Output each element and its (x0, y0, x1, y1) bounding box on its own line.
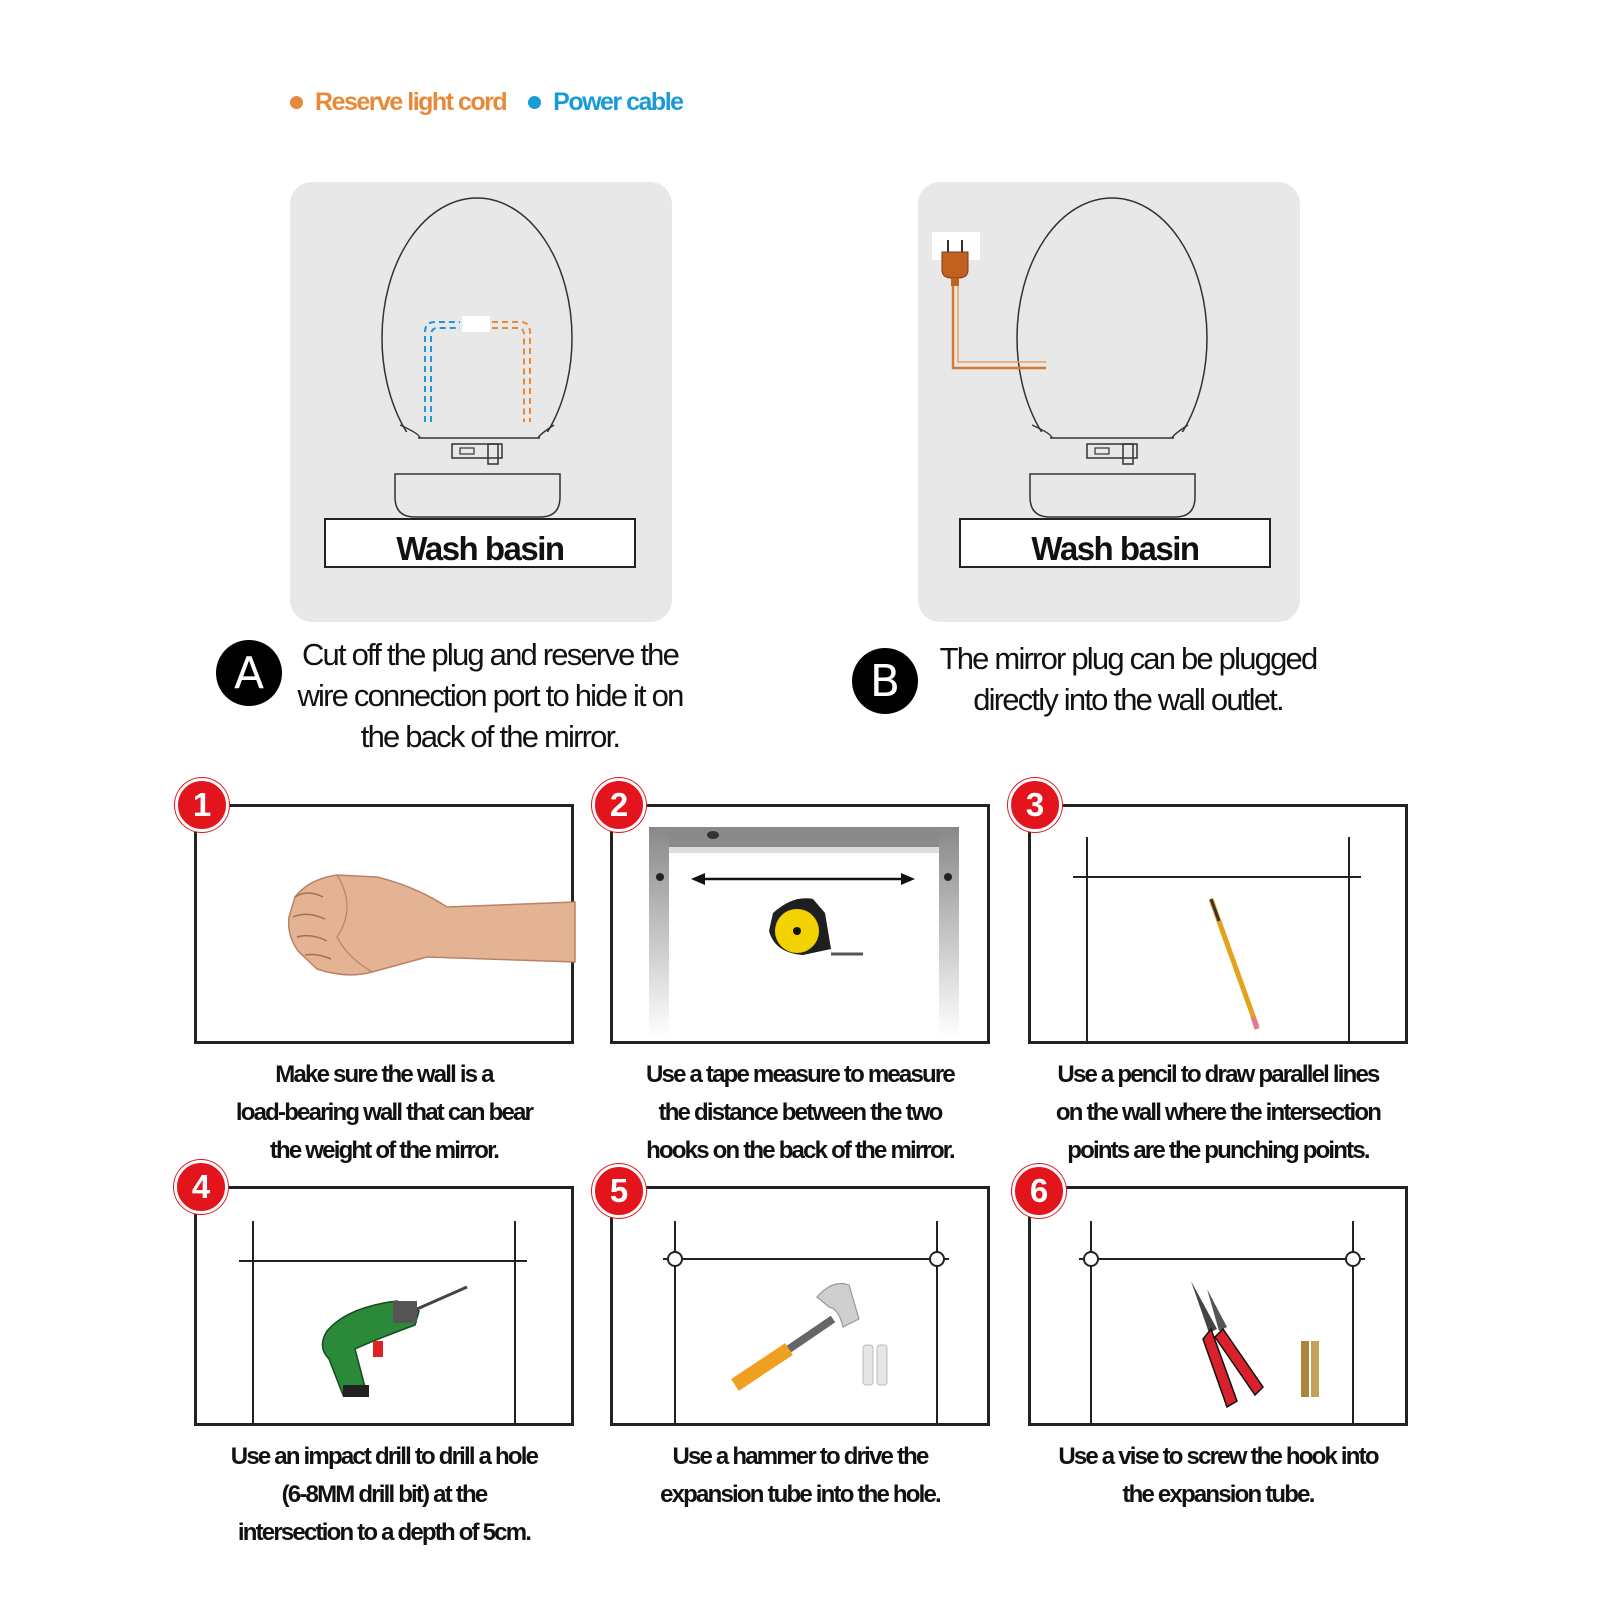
step-6-box (1028, 1186, 1408, 1426)
option-b-caption (928, 638, 1328, 720)
step-text-line: the weight of the mirror. (269, 1137, 499, 1164)
step-5-number: 5 (592, 1164, 646, 1218)
step-4-text (184, 1438, 584, 1552)
step-3-text (1018, 1056, 1418, 1170)
legend-label: Power cable (553, 88, 683, 116)
orange-dot-icon (290, 96, 303, 109)
step-text-line: Use an impact drill to drill a hole (230, 1443, 538, 1470)
step-1-text (184, 1056, 584, 1170)
step-text-line: (6-8MM drill bit) at the (281, 1481, 487, 1508)
step-text-line: Make sure the wall is a (275, 1061, 493, 1088)
blue-dot-icon (528, 96, 541, 109)
caption-line: directly into the wall outlet. (973, 682, 1283, 717)
tape-measure-icon (613, 807, 993, 1047)
step-text-line: the distance between the two (658, 1099, 942, 1126)
step-5-text (600, 1438, 1000, 1514)
step-text-line: Use a hammer to drive the (672, 1443, 928, 1470)
step-text-line: the expansion tube. (1122, 1481, 1314, 1508)
step-text-line: Use a pencil to draw parallel lines (1057, 1061, 1379, 1088)
drill-icon (197, 1189, 577, 1429)
option-b-badge: B (852, 648, 918, 714)
caption-line: The mirror plug can be plugged (939, 641, 1317, 676)
legend-item-power-cable (528, 88, 682, 117)
step-2-number: 2 (592, 778, 646, 832)
panel-b-diagram (918, 182, 1300, 622)
step-text-line: hooks on the back of the mirror. (646, 1137, 954, 1164)
step-text-line: load-bearing wall that can bear (235, 1099, 533, 1126)
wash-basin-label: Wash basin (396, 530, 564, 567)
step-6-text (1018, 1438, 1418, 1514)
hammer-icon (613, 1189, 993, 1429)
fist-icon (197, 807, 577, 1047)
option-a-caption (290, 634, 690, 757)
step-1-box (194, 804, 574, 1044)
step-6-number: 6 (1012, 1164, 1066, 1218)
step-text-line: points are the punching points. (1067, 1137, 1369, 1164)
step-4-box (194, 1186, 574, 1426)
legend (290, 88, 683, 117)
step-3-number: 3 (1008, 778, 1062, 832)
legend-item-reserve-light-cord (290, 88, 506, 117)
step-text-line: intersection to a depth of 5cm. (237, 1519, 531, 1546)
step-3-box (1028, 804, 1408, 1044)
step-2-text (600, 1056, 1000, 1170)
step-2-box (610, 804, 990, 1044)
caption-line: wire connection port to hide it on (297, 678, 683, 713)
step-text-line: on the wall where the intersection (1055, 1099, 1381, 1126)
step-text-line: Use a tape measure to measure (646, 1061, 954, 1088)
option-a-badge: A (216, 640, 282, 706)
step-1-number: 1 (175, 778, 229, 832)
step-text-line: Use a vise to screw the hook into (1058, 1443, 1378, 1470)
legend-label: Reserve light cord (315, 88, 507, 116)
step-5-box (610, 1186, 990, 1426)
wash-basin-label: Wash basin (1031, 530, 1199, 567)
pliers-icon (1031, 1189, 1411, 1429)
caption-line: the back of the mirror. (360, 719, 620, 754)
step-text-line: expansion tube into the hole. (660, 1481, 940, 1508)
caption-line: Cut off the plug and reserve the (301, 637, 679, 672)
pencil-icon (1031, 807, 1411, 1047)
panel-a-diagram (290, 182, 672, 622)
step-4-number: 4 (174, 1160, 228, 1214)
